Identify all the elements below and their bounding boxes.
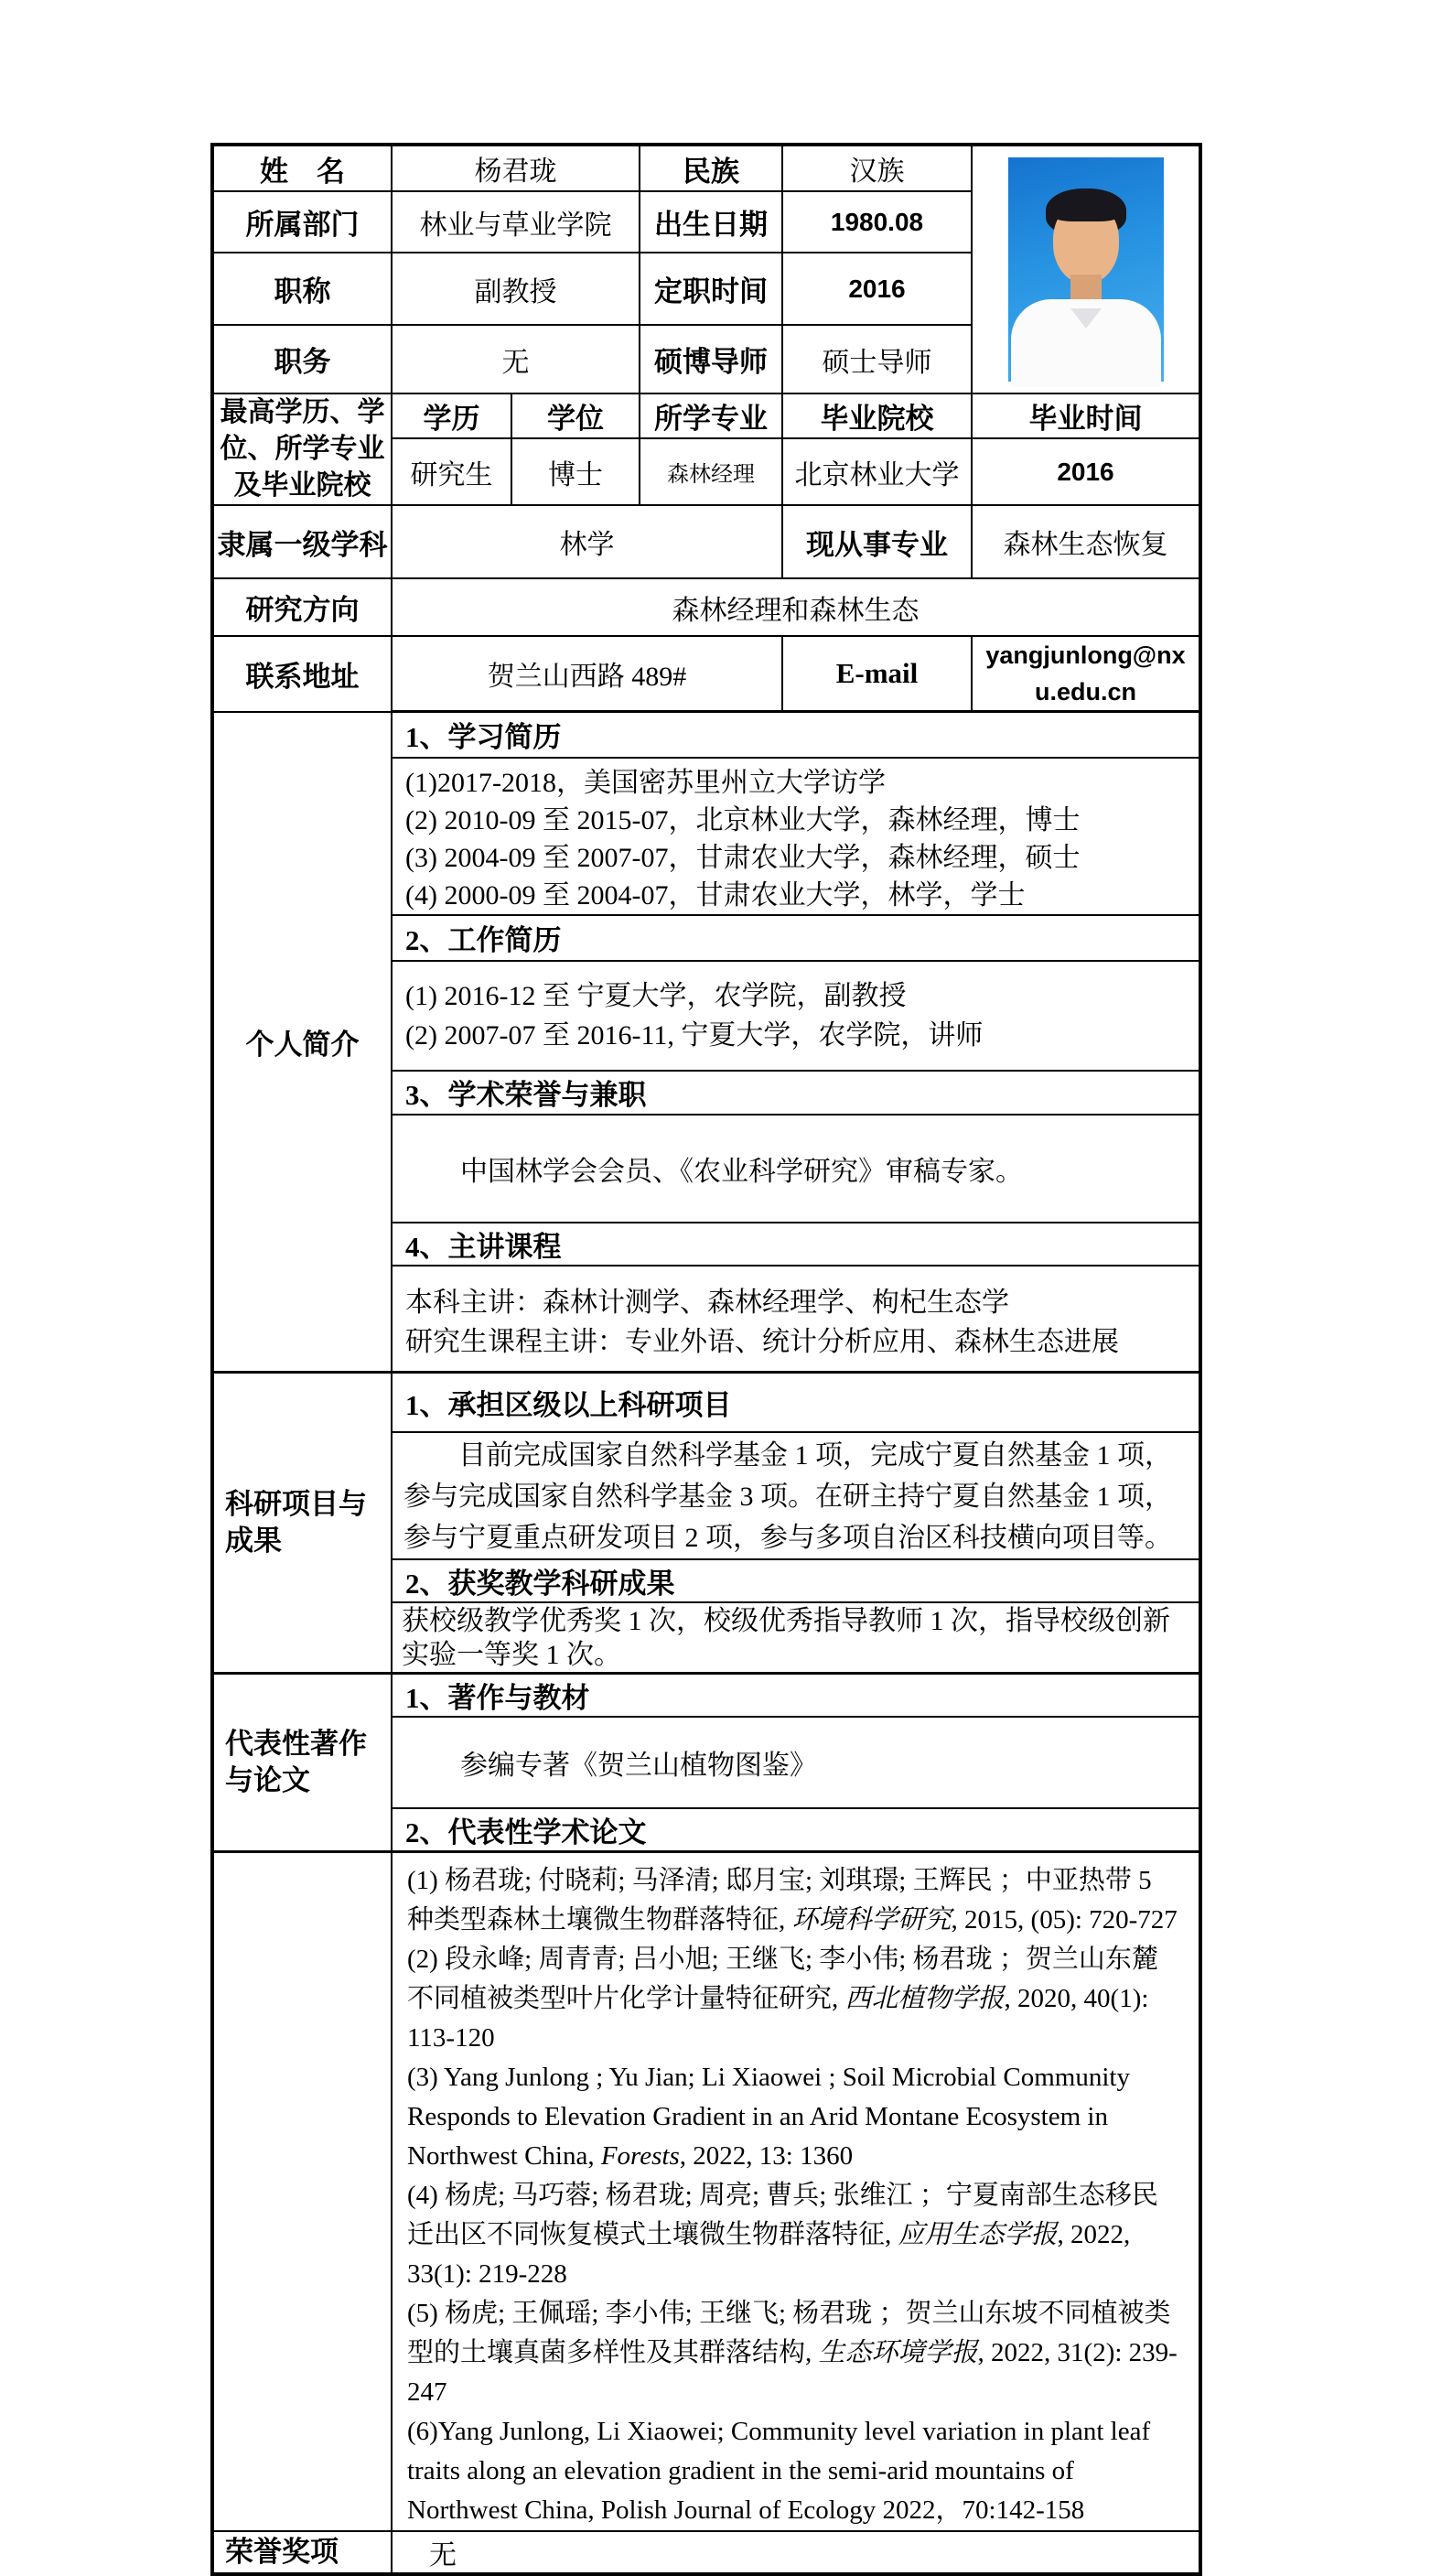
title-label: 职称 (212, 253, 392, 325)
edu-header-grad-time: 毕业时间 (972, 393, 1200, 438)
portrait-photo (1008, 157, 1164, 382)
edu-header-major: 所学专业 (640, 393, 782, 438)
title-value: 副教授 (392, 253, 640, 325)
photo-cell (972, 145, 1200, 393)
courses-body (392, 1266, 1200, 1373)
publication-text: , 2015, (05): 720-727 (951, 1905, 1178, 1935)
course-item: 本科主讲：森林计测学、森林经理学、枸杞生态学 (405, 1287, 1009, 1318)
research-projects-label: 科研项目与成果 (212, 1373, 392, 1674)
work-history-item: (2) 2007-07 至 2016-11, 宁夏大学，农学院，讲师 (405, 1019, 984, 1051)
publication-text: , 2022, 13: 1360 (679, 2141, 854, 2171)
education-history-item: (4) 2000-09 至 2004-07，甘肃农业大学，林学，学士 (405, 879, 1026, 911)
works-sec2-title: 2、代表性学术论文 (392, 1808, 1200, 1852)
edu-header-degree: 学位 (511, 393, 640, 438)
edu-value-grad-time: 2016 (972, 438, 1200, 505)
profile-table (210, 143, 1202, 2576)
publication-text: (3) Yang Junlong ; Yu Jian; Li Xiaowei ; Soil Microbial Community Responds to Elevation Gradient in an Arid Montane Ecosystem in Northwest China, (407, 2063, 1130, 2171)
education-history-item: (1)2017-2018，美国密苏里州立大学访学 (405, 767, 886, 798)
publications-list (392, 1852, 1200, 2532)
duty-value: 无 (392, 325, 640, 393)
supervisor-label: 硕博导师 (640, 325, 782, 393)
profile-sec4-title: 4、主讲课程 (392, 1223, 1200, 1266)
research-direction-value: 森林经理和森林生态 (392, 578, 1200, 636)
publication-item (407, 1861, 1184, 1940)
honor-label: 荣誉奖项 (212, 2531, 392, 2574)
birth-value: 1980.08 (782, 191, 972, 253)
publication-journal: Forests (600, 2141, 680, 2171)
appointment-label: 定职时间 (640, 253, 782, 325)
representative-works-label: 代表性著作与论文 (212, 1673, 392, 1852)
profile-section-label: 个人简介 (212, 712, 392, 1373)
discipline-value: 林学 (392, 505, 782, 578)
books-text: 参编专著《贺兰山植物图鉴》 (392, 1717, 1200, 1808)
profile-sec3-title: 3、学术荣誉与兼职 (392, 1071, 1200, 1115)
edu-header-school: 毕业院校 (782, 393, 972, 438)
supervisor-value: 硕士导师 (782, 325, 972, 393)
department-value: 林业与草业学院 (392, 191, 640, 253)
research-sec1-title: 1、承担区级以上科研项目 (392, 1373, 1200, 1432)
edu-value-degree: 博士 (511, 438, 640, 505)
edu-value-major: 森林经理 (640, 438, 782, 505)
academic-honors-body: 中国林学会会员、《农业科学研究》审稿专家。 (392, 1115, 1200, 1223)
address-value: 贺兰山西路 489# (392, 636, 782, 712)
publication-item (407, 2412, 1184, 2530)
works-sec1-title: 1、著作与教材 (392, 1673, 1200, 1717)
duty-label: 职务 (212, 325, 392, 393)
ethnicity-value: 汉族 (782, 145, 972, 191)
edu-value-school: 北京林业大学 (782, 438, 972, 505)
publication-text: , 2022, 31(2): 239-247 (407, 2338, 1178, 2407)
research-sec2-title: 2、获奖教学科研成果 (392, 1559, 1200, 1602)
publication-journal: 环境科学研究 (791, 1905, 952, 1935)
photo-neck-shape (1070, 275, 1102, 302)
address-label: 联系地址 (212, 636, 392, 712)
publication-text: (5) 杨虎; 王佩瑶; 李小伟; 王继飞; 杨君珑 ；贺兰山东坡不同植被类型的土壤真菌多样性及其群落结构, (407, 2299, 1171, 2367)
email-label: E-mail (782, 636, 972, 712)
department-label: 所属部门 (212, 191, 392, 253)
awards-text: 获校级教学优秀奖 1 次，校级优秀指导教师 1 次，指导校级创新实验一等奖 1 次。 (392, 1602, 1200, 1674)
publication-text: (1) 杨君珑; 付晓莉; 马泽清; 邸月宝; 刘琪璟; 王辉民 ；中亚热带 5 种类型森林土壤微生物群落特征, (407, 1866, 1152, 1935)
publication-item (407, 1940, 1184, 2058)
publication-item (407, 2058, 1184, 2176)
publication-text: (4) 杨虎; 马巧蓉; 杨君珑; 周亮; 曹兵; 张维江 ；宁夏南部生态移民迁出区不同恢复模式土壤微生物群落特征, (407, 2181, 1158, 2249)
current-major-value: 森林生态恢复 (972, 505, 1200, 578)
edu-header-degree-type: 学历 (392, 393, 511, 438)
name-value: 杨君珑 (392, 145, 640, 191)
name-label: 姓 名 (212, 145, 392, 191)
publication-text: (6)Yang Junlong, Li Xiaowei; Community level variation in plant leaf traits along an elevation gradient in the semi-arid mountains of Northwest China, Polish Journal of Ecology 2022，70:142-158 (407, 2417, 1151, 2525)
education-history-item: (3) 2004-09 至 2007-07，甘肃农业大学，森林经理，硕士 (405, 842, 1081, 873)
publication-journal: 西北植物学报 (844, 1984, 1005, 2013)
photo-collar-shape (1070, 308, 1102, 329)
work-history-item: (1) 2016-12 至 宁夏大学，农学院，副教授 (405, 980, 907, 1011)
profile-sec2-title: 2、工作简历 (392, 915, 1200, 961)
education-history-body (392, 758, 1200, 915)
email-value: yangjunlong@nxu.edu.cn (972, 636, 1200, 712)
research-projects-text: 目前完成国家自然科学基金 1 项，完成宁夏自然基金 1 项，参与完成国家自然科学基金 3 项。在研主持宁夏自然基金 1 项，参与宁夏重点研发项目 2 项，参与多项自治区科技横向项目等。 (392, 1432, 1200, 1559)
ethnicity-label: 民族 (640, 145, 782, 191)
research-direction-label: 研究方向 (212, 578, 392, 636)
publication-text: (2) 段永峰; 周青青; 吕小旭; 王继飞; 李小伟; 杨君珑 ；贺兰山东麓不同植被类型叶片化学计量特征研究, (407, 1945, 1158, 2013)
publications-label-cell (212, 1852, 392, 2532)
discipline-label: 隶属一级学科 (212, 505, 392, 578)
education-label: 最高学历、学位、所学专业及毕业院校 (212, 393, 392, 505)
appointment-value: 2016 (782, 253, 972, 325)
publication-text: , 2022, 33(1): 219-228 (407, 2220, 1131, 2289)
honor-value: 无 (392, 2531, 1200, 2574)
birth-label: 出生日期 (640, 191, 782, 253)
current-major-label: 现从事专业 (782, 505, 972, 578)
publication-item (407, 2176, 1184, 2294)
edu-value-degree-type: 研究生 (392, 438, 511, 505)
education-history-item: (2) 2010-09 至 2015-07，北京林业大学，森林经理，博士 (405, 804, 1081, 835)
publication-journal: 应用生态学报 (898, 2220, 1058, 2249)
publication-item (407, 2294, 1184, 2412)
course-item: 研究生课程主讲：专业外语、统计分析应用、森林生态进展 (405, 1326, 1119, 1357)
work-history-body (392, 961, 1200, 1071)
publication-journal: 生态环境学报 (818, 2338, 978, 2367)
publication-text: , 2020, 40(1): 113-120 (407, 1984, 1149, 2053)
profile-sec1-title: 1、学习简历 (392, 712, 1200, 758)
photo-fringe-shape (1051, 198, 1121, 221)
